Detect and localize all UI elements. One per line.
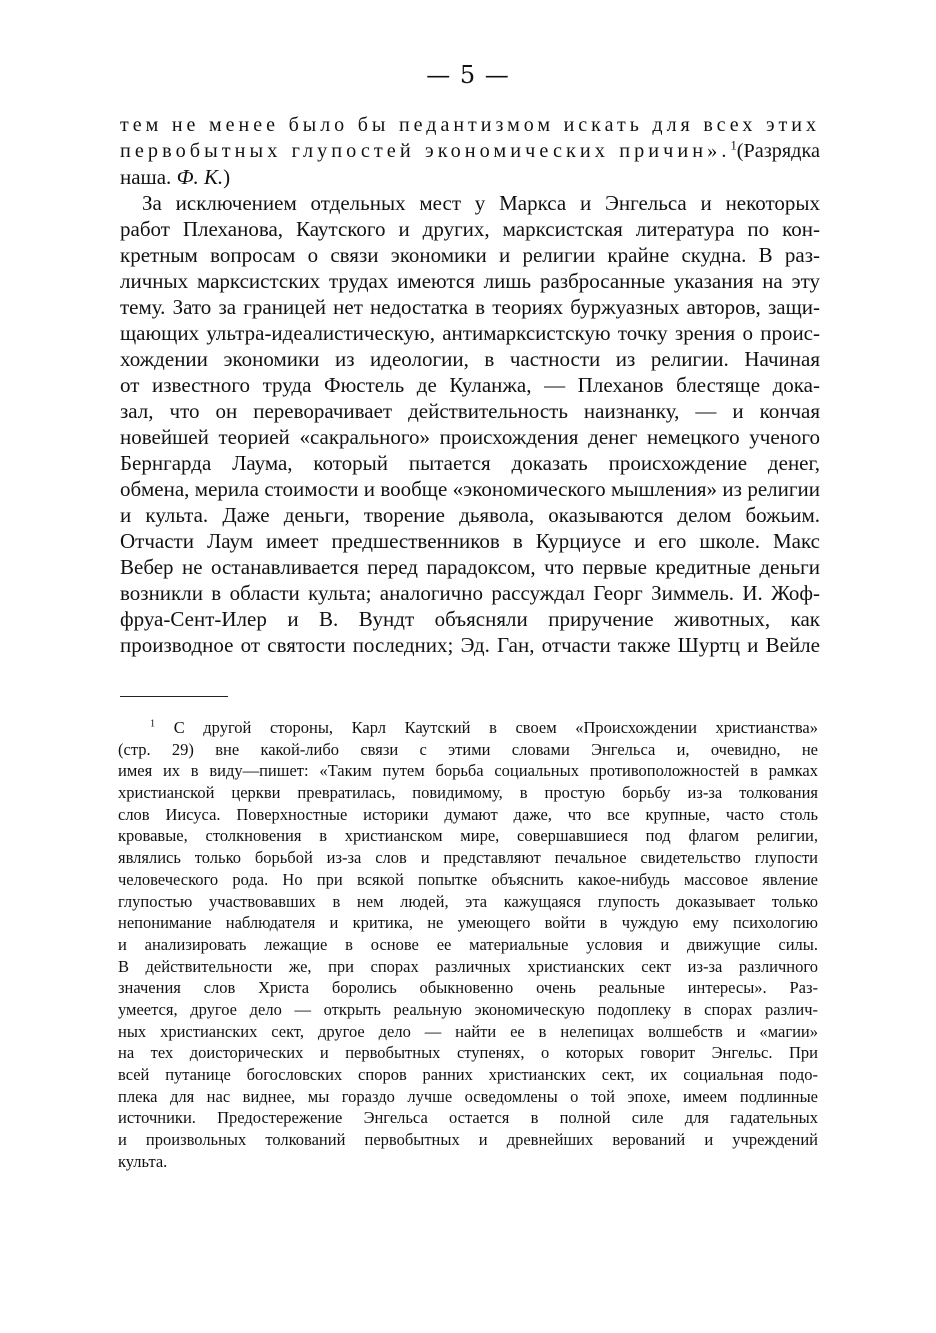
footnote-line: (стр. 29) вне какой-либо связи с этими словами Энгельса и, очевидно, не bbox=[118, 739, 818, 759]
text-line-segment: первобытных глупостей экономических причин». bbox=[120, 140, 731, 162]
footnote-line: культа. bbox=[118, 1151, 168, 1171]
text-line: За исключением отдельных мест у Маркса и Энгельса и некоторых bbox=[142, 191, 820, 215]
footnote-line: слов Иисуса. Поверхностные историки думают даже, что все крупные, часто столь bbox=[118, 804, 818, 824]
text-line: личных марксистских трудах имеются лишь разбросанные указания на эту bbox=[120, 269, 820, 293]
footnote-line: и произвольных толкований первобытных и древнейших верований и учреждений bbox=[118, 1130, 818, 1150]
text-line: возникли в области культа; аналогично рассуждал Георг Зиммель. И. Жоф- bbox=[120, 581, 820, 605]
footnote-line: В действительности же, при спорах различных христианских сект из-за различного bbox=[118, 956, 818, 976]
footnote-line: христианской церкви превратилась, повидимому, в простую борьбу из-за толкования bbox=[118, 783, 818, 803]
footnote-line: значения слов Христа боролись обыкновенно очень реальные интересы». Раз- bbox=[118, 978, 818, 998]
text-line: от известного труда Фюстель де Куланжа, — Плеханов блестяще дока- bbox=[120, 373, 820, 397]
author-initials: Ф. К. bbox=[176, 165, 224, 189]
footnote bbox=[118, 717, 818, 1172]
footnote-reference[interactable]: 1 bbox=[730, 138, 737, 153]
text-line: фруа-Сент-Илер и В. Вундт объясняли приручение животных, как bbox=[120, 607, 820, 631]
text-line: зал, что он переворачивает действительность наизнанку, — и кончая bbox=[120, 399, 820, 423]
footnote-line-text: С другой стороны, Карл Каутский в своем «Происхождении христианства» bbox=[173, 718, 819, 737]
footnote-line: кровавые, столкновения в христианском мире, совершавшиеся под флагом религии, bbox=[118, 826, 818, 846]
footnote-line: имея их в виду—пишет: «Таким путем борьба социальных противоположностей в рамках bbox=[118, 761, 818, 781]
footnote-line: непонимание наблюдателя и критика, не умеющего войти в чуждую ему психологию bbox=[118, 913, 818, 933]
footnote-line: плека для нас виднее, мы гораздо лучше осведомлены о той эпохе, имеем подлинные bbox=[118, 1086, 818, 1106]
text-line: щающих ультра-идеалистическую, антимарксистскую точку зрения о проис- bbox=[120, 321, 820, 345]
text-line bbox=[120, 138, 820, 164]
text-line: Вебер не останавливается перед парадоксом, что первые кредитные деньги bbox=[120, 555, 820, 579]
footnote-line: умеется, другое дело — открыть реальную экономическую подоплеку в спорах различ- bbox=[118, 999, 818, 1019]
text-line: тем не менее было бы педантизмом искать для всех этих bbox=[120, 114, 820, 136]
text-line bbox=[120, 164, 820, 190]
footnote-line: ных христианских сект, другое дело — найти ее в нелепицах волшебств и «магии» bbox=[118, 1021, 818, 1041]
text-line-segment: ) bbox=[223, 165, 231, 189]
text-line: работ Плеханова, Каутского и других, марксистская литература по кон- bbox=[120, 217, 820, 241]
text-line: и культа. Даже деньги, творение дьявола, оказываются делом божьим. bbox=[120, 503, 820, 527]
text-line: новейшей теорией «сакрального» происхождения денег немецкого ученого bbox=[120, 425, 820, 449]
footnote-divider bbox=[120, 696, 228, 697]
text-line: Бернгарда Лаума, который пытается доказать происхождение денег, bbox=[120, 451, 820, 475]
footnote-line: источники. Предостережение Энгельса остается в полной силе для гадательных bbox=[118, 1108, 818, 1128]
footnote-line: глупостью участвовавших в нем людей, эта кажущаяся глупость доказывает только bbox=[118, 891, 818, 911]
main-text-body bbox=[120, 112, 820, 658]
footnote-line bbox=[118, 717, 818, 739]
text-line: производное от святости последних; Эд. Ган, отчасти также Шуртц и Вейле bbox=[120, 633, 820, 657]
text-line: кретным вопросам о связи экономики и религии крайне скудна. В раз- bbox=[120, 243, 820, 267]
footnote-line: и анализировать лежащие в основе ее материальные условия и движущие силы. bbox=[118, 934, 818, 954]
text-line: тему. Зато за границей нет недостатка в теориях буржуазных авторов, защи- bbox=[120, 295, 820, 319]
page-number: — 5 — bbox=[426, 61, 510, 89]
text-line: обмена, мерила стоимости и вообще «экономического мышления» из религии bbox=[120, 477, 820, 501]
footnote-line: на тех доисторических и первобытных ступенях, о которых говорит Энгельс. При bbox=[118, 1043, 818, 1063]
footnote-marker: 1 bbox=[150, 718, 156, 730]
text-line: хождении экономики из идеологии, в частности из религии. Начиная bbox=[120, 347, 820, 371]
footnote-line: всей путанице богословских споров ранних христианских сект, их социальная подо- bbox=[118, 1065, 818, 1084]
text-line-segment: (Разрядка bbox=[736, 140, 820, 162]
text-line-segment: наша. bbox=[120, 165, 177, 189]
footnote-line: являлись только борьбой из-за слов и представляют печальное свидетельство глупости bbox=[118, 848, 818, 868]
footnote-line: человеческого рода. Но при всякой попытке объяснить какое-нибудь массовое явление bbox=[118, 869, 818, 889]
text-line: Отчасти Лаум имеет предшественников в Курциусе и его школе. Макс bbox=[120, 529, 820, 553]
